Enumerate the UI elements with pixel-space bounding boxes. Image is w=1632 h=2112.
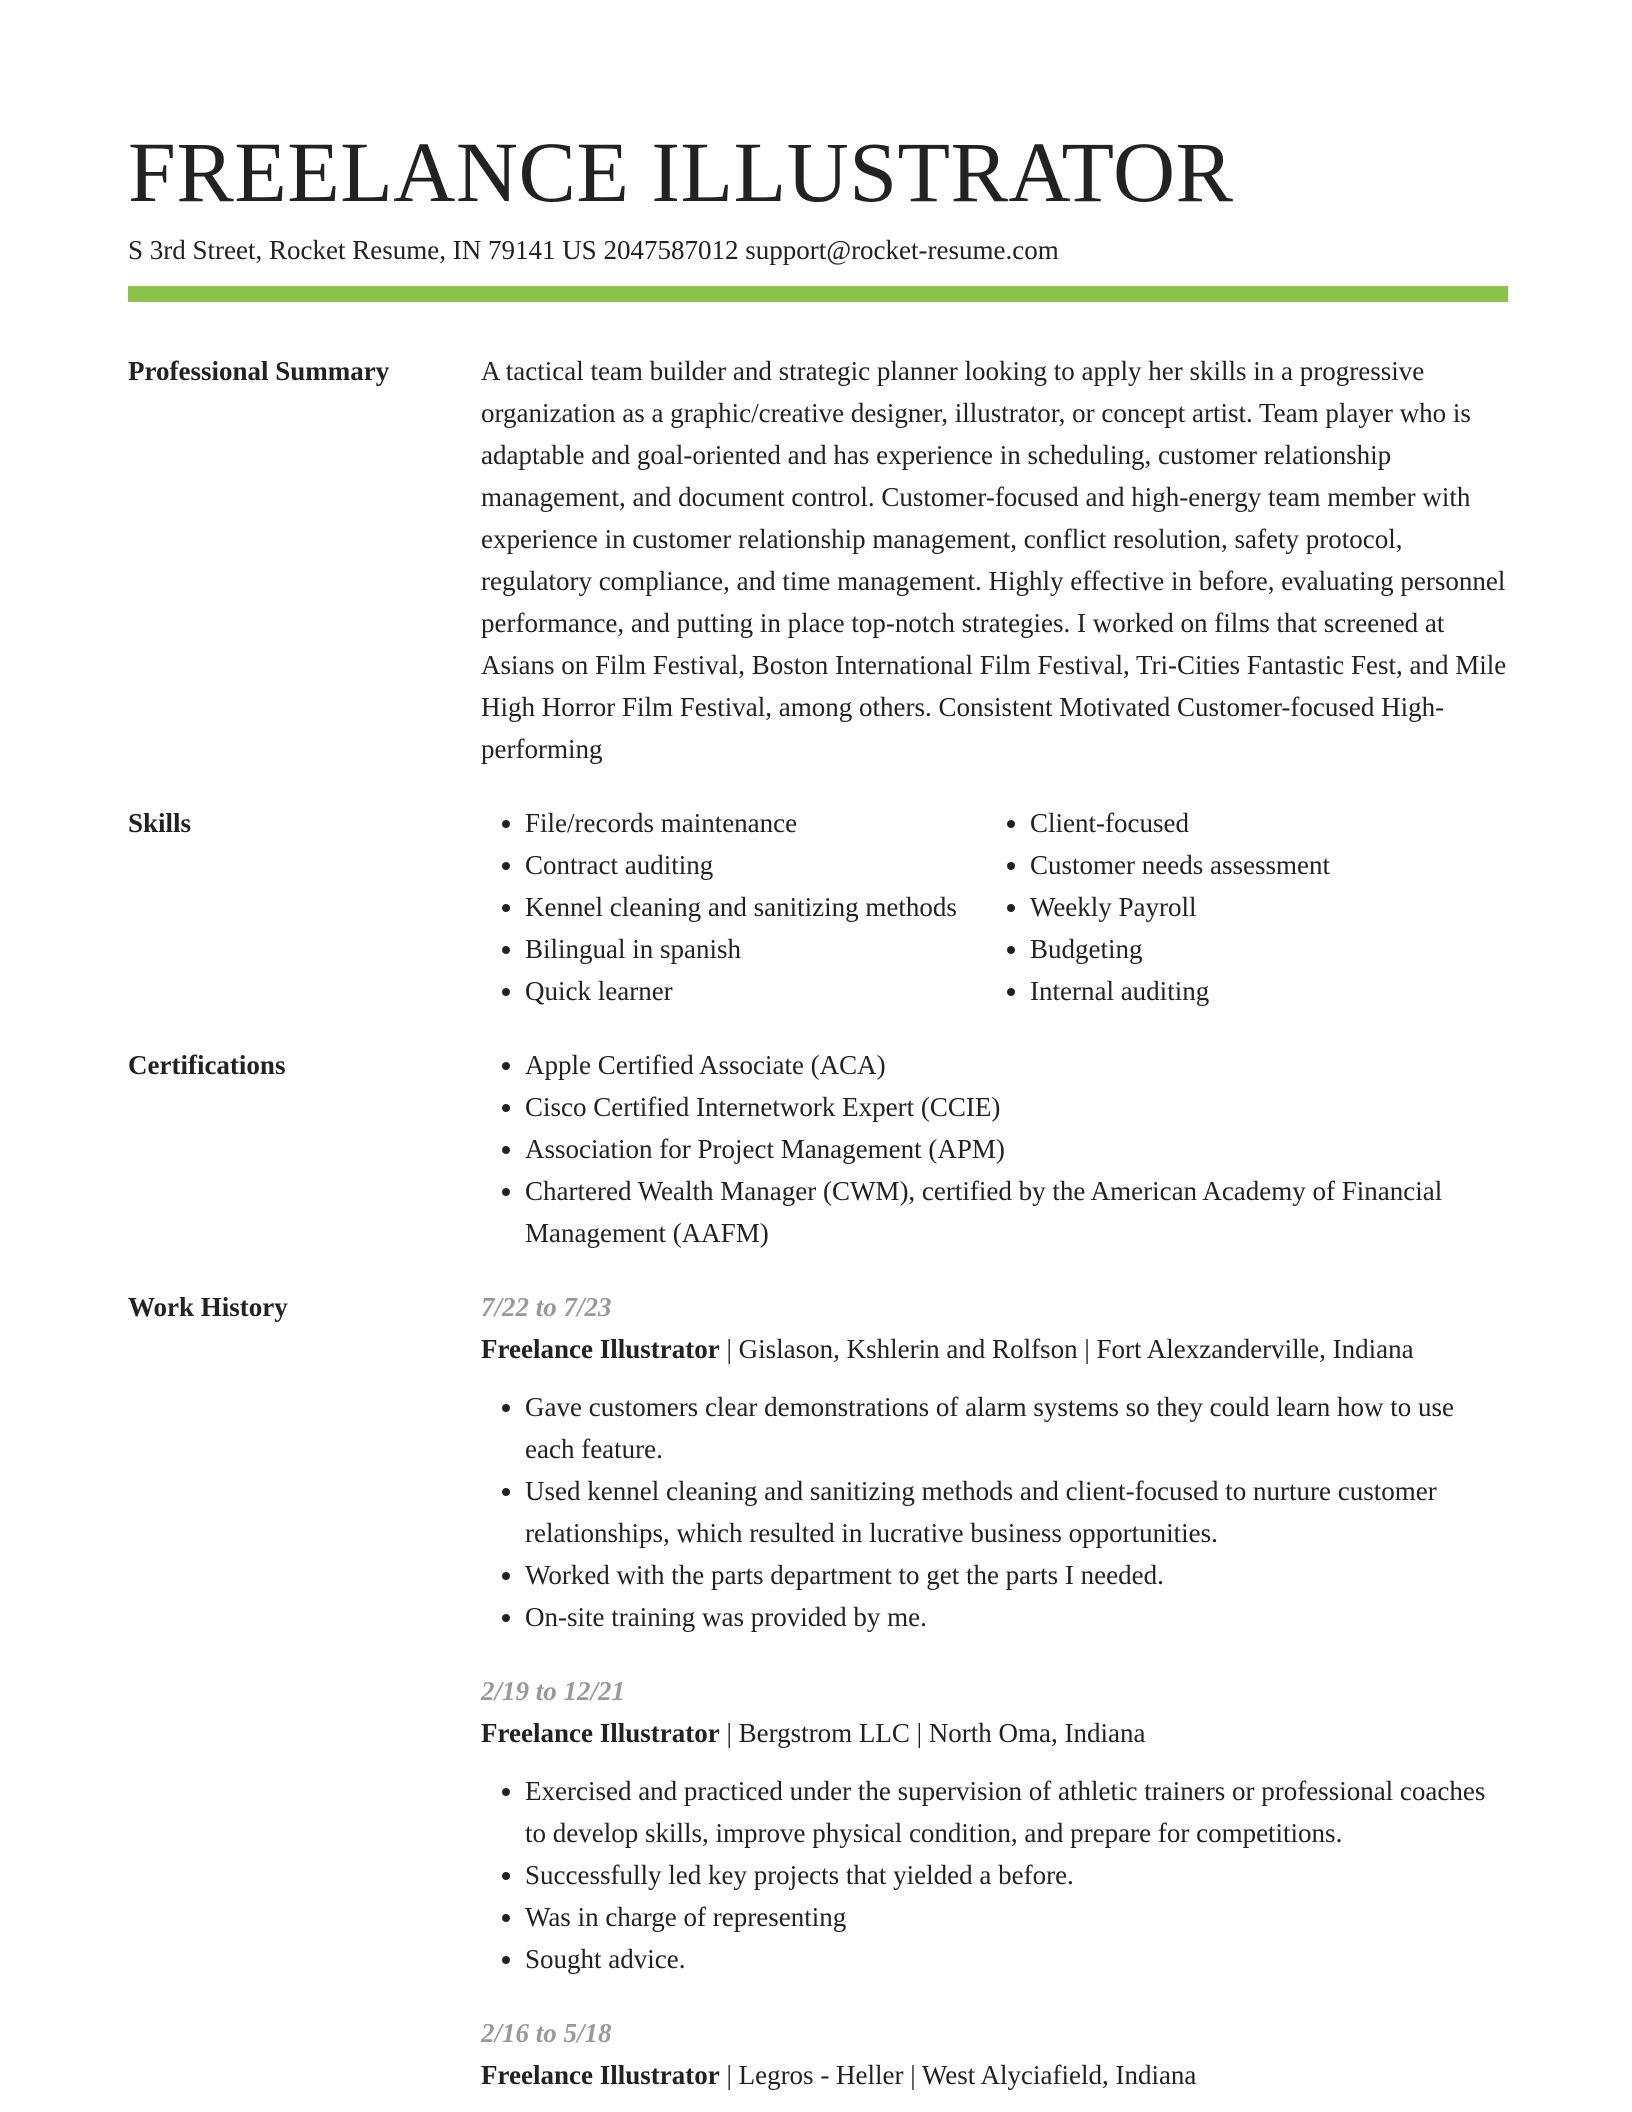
certifications-list <box>481 1044 1508 1254</box>
resume-name: FREELANCE ILLUSTRATOR <box>128 124 1234 220</box>
job-bullet: • Sought advice. <box>525 1938 1508 1980</box>
job-entry <box>481 1286 1508 1638</box>
job-entry <box>481 2012 1508 2096</box>
summary-content <box>481 350 1508 770</box>
skill-item: • File/records maintenance <box>525 802 986 844</box>
job-details: | Legros - Heller | West Alyciafield, Indiana <box>719 2060 1197 2090</box>
section-label-work-history: Work History <box>128 1292 288 1322</box>
skills-content <box>481 802 1508 1012</box>
job-title: Freelance Illustrator <box>481 1334 720 1364</box>
skill-item: • Bilingual in spanish <box>525 928 986 970</box>
skills-list-right <box>986 802 1330 1012</box>
job-heading <box>481 1712 1508 1754</box>
certification-item: • Chartered Wealth Manager (CWM), certified by the American Academy of Financial Management (AAFM) <box>525 1170 1508 1254</box>
certification-item: • Apple Certified Associate (ACA) <box>525 1044 1508 1086</box>
certification-item: • Cisco Certified Internetwork Expert (CCIE) <box>525 1086 1508 1128</box>
job-bullets <box>481 1770 1508 1980</box>
section-certifications <box>128 1044 1508 1254</box>
skill-item: • Kennel cleaning and sanitizing methods <box>525 886 986 928</box>
section-work-history <box>128 1286 1508 2096</box>
job-entry <box>481 1670 1508 1980</box>
skill-item: • Budgeting <box>1030 928 1330 970</box>
skill-item: • Internal auditing <box>1030 970 1330 1012</box>
section-label-summary: Professional Summary <box>128 356 390 386</box>
job-dates: 2/19 to 12/21 <box>481 1676 626 1706</box>
resume-sections <box>128 350 1508 2096</box>
skill-item: • Quick learner <box>525 970 986 1012</box>
job-bullet: • Successfully led key projects that yielded a before. <box>525 1854 1508 1896</box>
certifications-content <box>481 1044 1508 1254</box>
summary-text: A tactical team builder and strategic planner looking to apply her skills in a progressive organization as a graphic/creative designer, illustrator, or concept artist. Team player who is adaptable and goal-oriented and has experience in scheduling, customer relationship management, and document control. Customer-focused and high-energy team member with experience in customer relationship management, conflict resolution, safety protocol, regulatory compliance, and time management. Highly effective in before, evaluating personnel performance, and putting in place top-notch strategies. I worked on films that screened at Asians on Film Festival, Boston International Film Festival, Tri-Cities Fantastic Fest, and Mile High Horror Film Festival, among others. Consistent Motivated Customer-focused High-performing <box>481 356 1507 764</box>
skills-list-left <box>481 802 986 1012</box>
contact-line: S 3rd Street, Rocket Resume, IN 79141 US 2047587012 support@rocket-resume.com <box>128 235 1059 265</box>
section-label-skills: Skills <box>128 808 192 838</box>
certification-item: • Association for Project Management (APM) <box>525 1128 1508 1170</box>
job-bullet: • On-site training was provided by me. <box>525 1596 1508 1638</box>
skill-item: • Weekly Payroll <box>1030 886 1330 928</box>
job-bullet: • Used kennel cleaning and sanitizing methods and client-focused to nurture customer relationships, which resulted in lucrative business opportunities. <box>525 1470 1508 1554</box>
header-divider <box>128 286 1508 302</box>
section-skills <box>128 802 1508 1012</box>
job-bullet: • Worked with the parts department to get the parts I needed. <box>525 1554 1508 1596</box>
work-history-content <box>481 1286 1508 2096</box>
job-heading <box>481 1328 1508 1370</box>
job-bullet: • Exercised and practiced under the supervision of athletic trainers or professional coaches to develop skills, improve physical condition, and prepare for competitions. <box>525 1770 1508 1854</box>
job-heading <box>481 2054 1508 2096</box>
job-details: | Bergstrom LLC | North Oma, Indiana <box>719 1718 1146 1748</box>
job-dates: 2/16 to 5/18 <box>481 2018 612 2048</box>
skill-item: • Contract auditing <box>525 844 986 886</box>
skill-item: • Client-focused <box>1030 802 1330 844</box>
job-title: Freelance Illustrator <box>481 2060 720 2090</box>
section-summary <box>128 350 1508 770</box>
job-bullets <box>481 1386 1508 1638</box>
job-title: Freelance Illustrator <box>481 1718 720 1748</box>
job-dates: 7/22 to 7/23 <box>481 1292 612 1322</box>
section-label-certifications: Certifications <box>128 1050 286 1080</box>
job-bullet: • Gave customers clear demonstrations of alarm systems so they could learn how to use each feature. <box>525 1386 1508 1470</box>
job-bullet: • Was in charge of representing <box>525 1896 1508 1938</box>
job-details: | Gislason, Kshlerin and Rolfson | Fort Alexzanderville, Indiana <box>719 1334 1414 1364</box>
skill-item: • Customer needs assessment <box>1030 844 1330 886</box>
